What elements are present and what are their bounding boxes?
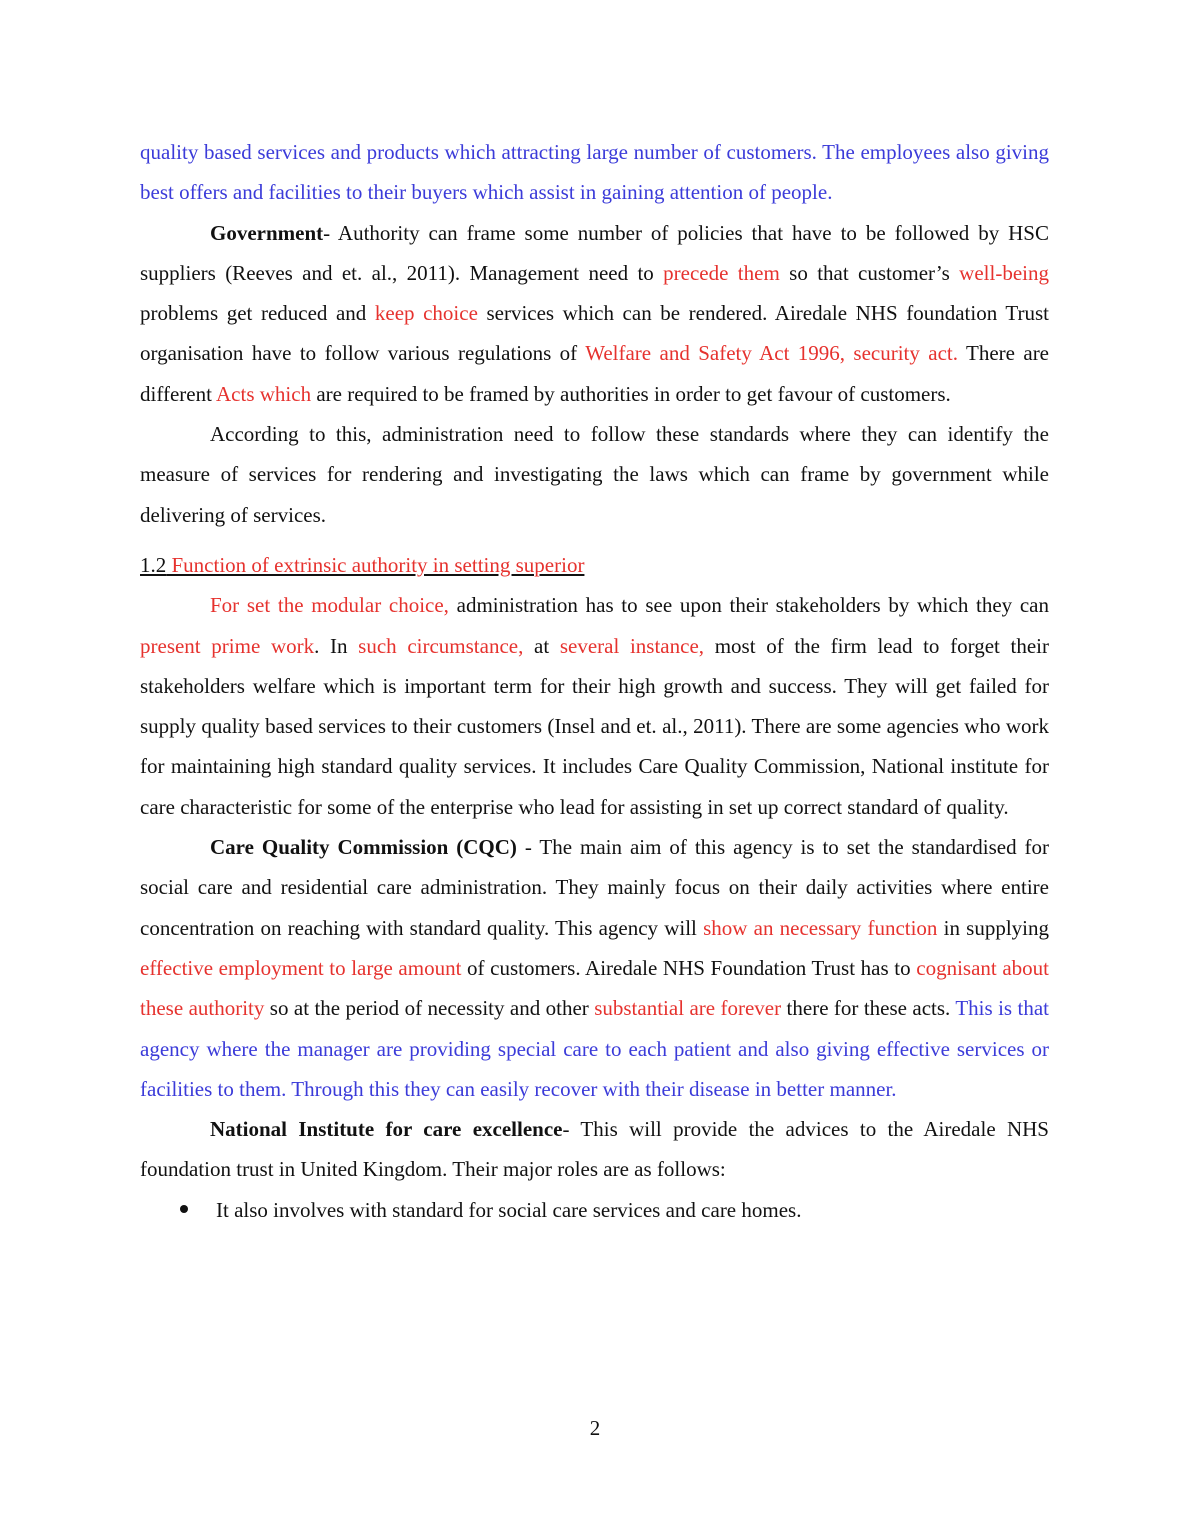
paragraph-nice	[140, 1109, 1049, 1190]
text-run: - Authority can frame some number of policies that have to be followed by HSC suppliers (Reeves and et. al., 2011). Management need to	[140, 220, 1049, 285]
paragraph-according	[140, 414, 1049, 535]
page-number: 2	[589, 1416, 601, 1440]
highlighted-text-red: substantial are forever	[594, 996, 782, 1021]
text-run: at	[523, 633, 560, 658]
list-item-text: It also involves with standard for social care services and care homes.	[216, 1197, 802, 1222]
highlighted-text-red: For set the modular choice,	[210, 593, 449, 618]
highlighted-text-red: cognisant about these authority	[140, 955, 1050, 1021]
text-run: there for these acts.	[781, 996, 956, 1021]
highlighted-text-red: several instance,	[559, 633, 705, 658]
document-page	[140, 132, 1049, 1230]
highlighted-text-blue: quality based services and products which attracting large number of customers. The employees also giving best offers and facilities to their buyers which assist in gaining attention of people.	[140, 140, 1049, 205]
text-run: services which can be rendered. Airedale NHS foundation Trust organisation have to follow various regulations of	[140, 301, 1049, 366]
highlighted-text-red: Acts which	[216, 381, 312, 406]
paragraph-continuation	[140, 132, 1049, 213]
text-run: most of the firm lead to forget their stakeholders welfare which is important term for their high growth and success. They will get failed for supply quality based services to their customers (Insel and et. al., 2011). There are some agencies who work for maintaining high standard quality services. It includes Care Quality Commission, National institute for care characteristic for some of the enterprise who lead for assisting in set up correct standard of quality.	[140, 633, 1049, 819]
run-heading: National Institute for care excellence	[210, 1117, 563, 1142]
list-item	[140, 1190, 1049, 1230]
highlighted-text-red: effective employment to large amount	[140, 955, 462, 980]
paragraph-modular-choice	[140, 585, 1049, 827]
paragraph-cqc	[140, 827, 1049, 1109]
text-run: of customers. Airedale NHS Foundation Trust has to	[461, 955, 917, 980]
bullet-icon	[180, 1205, 188, 1213]
section-heading	[140, 545, 1049, 585]
text-run: There are different	[140, 341, 1050, 406]
text-run: . In	[314, 633, 359, 658]
section-title: Function of extrinsic authority in setting superior	[166, 552, 585, 577]
highlighted-text-blue: This is that agency where the manager are providing special care to each patient and also giving effective services or facilities to them. Through this they can easily recover with their disease in better manner.	[140, 996, 1049, 1101]
section-number: 1.2	[140, 552, 167, 577]
text-run: According to this, administration need to follow these standards where they can identify the measure of services for rendering and investigating the laws which can frame by government while delivering of services.	[140, 422, 1049, 527]
run-heading: Care Quality Commission (CQC)	[210, 835, 517, 860]
paragraph-government	[140, 213, 1049, 414]
text-run: are required to be framed by authorities in order to get favour of customers.	[311, 381, 951, 406]
text-run: administration has to see upon their stakeholders by which they can	[448, 593, 1050, 618]
text-run: in supplying	[937, 915, 1049, 940]
highlighted-text-red: show an necessary function	[703, 915, 938, 940]
bullet-list	[140, 1190, 1049, 1230]
highlighted-text-red: keep choice	[374, 301, 478, 326]
run-heading: Government	[210, 220, 324, 245]
highlighted-text-red: well-being	[959, 260, 1049, 285]
highlighted-text-red: such circumstance,	[358, 633, 524, 658]
text-run: problems get reduced and	[140, 301, 375, 326]
highlighted-text-red: Welfare and Safety Act 1996, security act.	[585, 341, 959, 366]
highlighted-text-red: precede them	[663, 260, 780, 285]
highlighted-text-red: present prime work	[140, 633, 315, 658]
text-run: so that customer’s	[779, 260, 960, 285]
text-run: so at the period of necessity and other	[264, 996, 595, 1021]
text-run: - The main aim of this agency is to set the standardised for social care and residential care administration. They mainly focus on their daily activities where entire concentration on reaching with standard quality. This agency will	[140, 835, 1049, 940]
text-run: - This will provide the advices to the Airedale NHS foundation trust in United Kingdom. Their major roles are as follows:	[140, 1117, 1049, 1182]
